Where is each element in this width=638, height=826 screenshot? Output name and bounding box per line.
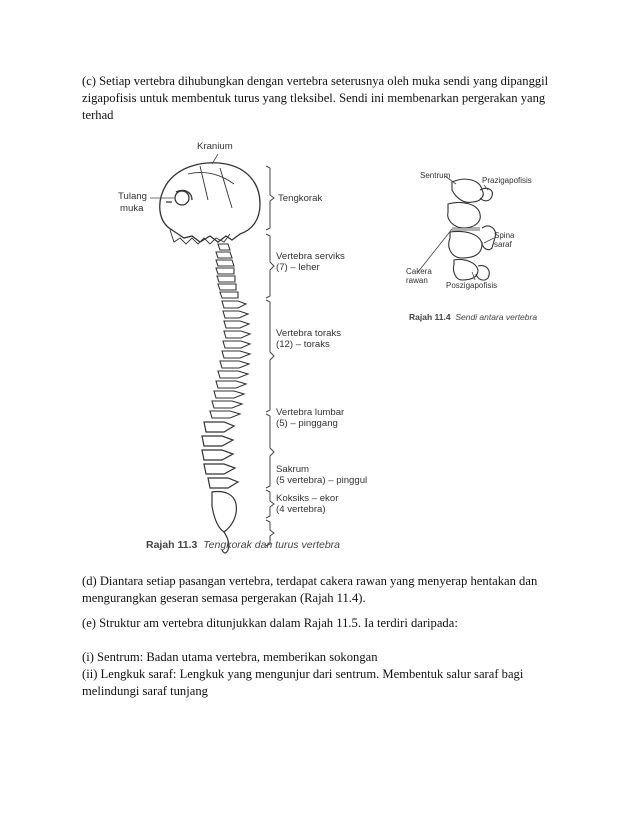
figure-11-3-title: Tengkorak dan turus vertebra [203, 539, 340, 551]
label-koksiks-line2: (4 vertebra) [276, 504, 326, 515]
label-kranium: Kranium [197, 141, 233, 152]
label-sakrum-line2: (5 vertebra) – pinggul [276, 475, 368, 486]
vertebra-joint-drawing [448, 179, 496, 280]
paragraph-e: (e) Struktur am vertebra ditunjukkan dalam Rajah 11.5. Ia terdiri daripada: [82, 616, 458, 630]
label-cakera-line2: rawan [406, 276, 428, 285]
label-sentrum: Sentrum [420, 171, 451, 180]
figure-11-4-title: Sendi antara vertebra [455, 312, 538, 322]
label-koksiks-line1: Koksiks – ekor [276, 493, 339, 504]
label-lumbar-line1: Vertebra lumbar [276, 407, 345, 418]
figure-11-4-number: Rajah 11.4 [409, 312, 451, 322]
label-toraks-line2: (12) – toraks [276, 339, 330, 350]
label-tengkorak: Tengkorak [278, 193, 323, 204]
label-toraks-line1: Vertebra toraks [276, 328, 342, 339]
skull-drawing [160, 163, 260, 244]
paragraph-d: (d) Diantara setiap pasangan vertebra, terdapat cakera rawan yang menyerap hentakan dan mengurangkan geseran semasa pergerakan (Rajah 11.4). [82, 574, 538, 605]
label-poszigapofisis: Poszigapofisis [446, 281, 498, 290]
figure-area [100, 130, 560, 560]
paragraph-i: (i) Sentrum: Badan utama vertebra, memberikan sokongan [82, 650, 378, 664]
figure-11-4-caption [409, 312, 537, 322]
label-tulang-muka-line1: Tulang [118, 191, 147, 202]
label-serviks-line2: (7) – leher [276, 262, 320, 273]
lumbar-vertebrae [202, 422, 238, 488]
label-cakera-line1: Cakera [406, 267, 432, 276]
cervical-vertebrae [216, 244, 238, 298]
region-brackets [266, 166, 274, 546]
label-lumbar-line2: (5) – pinggang [276, 418, 338, 429]
figure-11-3-caption [146, 539, 340, 551]
label-spina-line1: Spina [494, 231, 515, 240]
label-tulang-muka-line2: muka [120, 203, 144, 214]
thoracic-vertebrae [210, 301, 250, 418]
paragraph-ii: (ii) Lengkuk saraf: Lengkuk yang mengunjur dari sentrum. Membentuk salur saraf bagi melindungi saraf tunjang [82, 667, 524, 698]
figure-11-3-number: Rajah 11.3 [146, 539, 198, 551]
label-prazigapofisis: Prazigapofisis [482, 176, 532, 185]
paragraph-c: (c) Setiap vertebra dihubungkan dengan vertebra seterusnya oleh muka sendi yang dipanggil zigapofisis untuk membentuk turus yang tleksibel. Sendi ini membenarkan pergerakan yang terhad [82, 74, 549, 122]
label-serviks-line1: Vertebra serviks [276, 251, 345, 262]
label-sakrum-line1: Sakrum [276, 464, 310, 475]
label-spina-line2: saraf [494, 240, 512, 249]
